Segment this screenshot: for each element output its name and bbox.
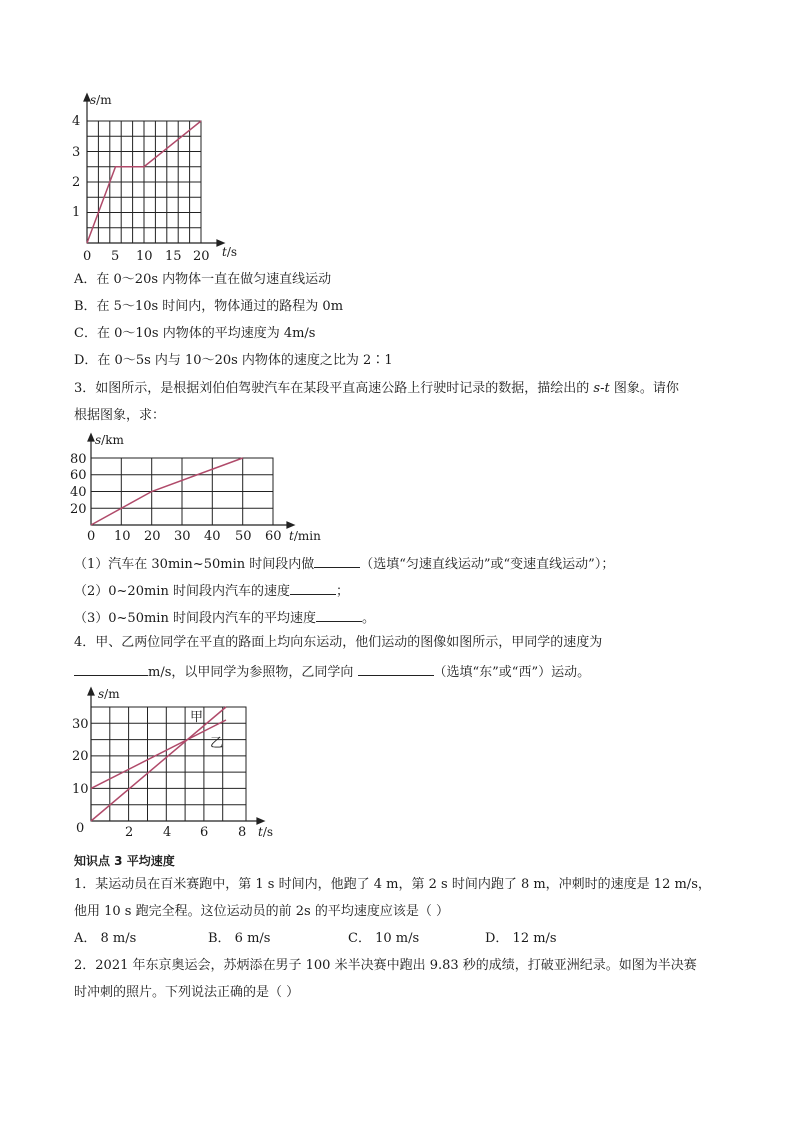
kp3-q1-option-a[interactable]: A． 8 m/s xyxy=(74,931,137,946)
q3-stem-text: 3．如图所示，是根据刘伯伯驾驶汽车在某段平直高速公路上行驶时记录的数据，描绘出的 xyxy=(74,381,594,396)
graph1-xtick: 5 xyxy=(111,249,120,263)
q3-sub3-blank[interactable] xyxy=(316,607,362,622)
graph2-ytick: 20 xyxy=(70,502,87,517)
q4-stem-line2 xyxy=(74,661,590,682)
graph3-origin: 0 xyxy=(76,821,85,836)
graph3-xtick: 6 xyxy=(200,825,209,840)
graph3-line-jia xyxy=(91,707,226,821)
graph3-y-label: s/m xyxy=(98,687,120,701)
st-graph-2 xyxy=(60,428,330,546)
graph1-y-label: s/m xyxy=(90,93,112,107)
graph3-x-label: t/s xyxy=(258,825,274,839)
q2-option-b: B．在 5～10s 时间内，物体通过的路程为 0m xyxy=(74,299,344,314)
graph1-grid xyxy=(87,121,201,243)
graph2-y-label: s/km xyxy=(95,433,124,447)
graph1-ytick: 2 xyxy=(72,175,81,190)
graph2-ytick: 60 xyxy=(70,468,87,483)
graph2-ytick: 40 xyxy=(70,485,87,500)
kp3-q2-line2: 时冲刺的照片。下列说法正确的是（ ） xyxy=(74,985,300,1000)
q3-sub3 xyxy=(74,607,375,628)
q2-option-a: A．在 0～20s 内物体一直在做匀速直线运动 xyxy=(74,272,332,287)
q3-sub1-hint: （选填“匀速直线运动”或“变速直线运动”）； xyxy=(360,557,615,572)
graph2-grid xyxy=(91,458,273,525)
graph2-xtick: 30 xyxy=(174,529,191,544)
graph2-x-label: t/min xyxy=(289,529,321,543)
kp3-q2-line1: 2．2021 年东京奥运会，苏炳添在男子 100 米半决赛中跑出 9.83 秒的成绩，打破亚洲纪录。如图为半决赛 xyxy=(74,958,697,973)
kp3-q1-option-b[interactable]: B． 6 m/s xyxy=(208,931,271,946)
graph3-label-jia: 甲 xyxy=(190,710,204,725)
q3-sub1-blank[interactable] xyxy=(314,553,360,568)
q3-stem-text-end: 图象。请你 xyxy=(609,381,679,396)
q3-sub1 xyxy=(74,553,614,574)
graph2-xtick: 20 xyxy=(144,529,161,544)
q3-sub2-text: （2）0~20min 时间段内汽车的速度 xyxy=(74,584,290,599)
q3-sub2-end: ； xyxy=(335,584,349,599)
graph2-ytick: 80 xyxy=(70,452,87,467)
kp3-q1-option-d[interactable]: D． 12 m/s xyxy=(485,931,557,946)
graph1-ytick: 4 xyxy=(72,114,81,129)
st-graph-3 xyxy=(60,684,290,844)
graph2-xtick: 40 xyxy=(204,529,221,544)
kp3-q1-options xyxy=(74,930,574,948)
q4-stem-line1: 4．甲、乙两位同学在平直的路面上均向东运动，他们运动的图像如图所示，甲同学的速度为 xyxy=(74,635,603,650)
q3-sub1-text: （1）汽车在 30min~50min 时间段内做 xyxy=(74,557,315,572)
graph1-xtick: 15 xyxy=(165,249,182,263)
q2-option-c: C．在 0～10s 内物体的平均速度为 4m/s xyxy=(74,326,316,341)
graph3-ytick: 20 xyxy=(72,749,89,764)
q3-stem-line2: 根据图象，求： xyxy=(74,408,166,423)
kp3-q1-line2: 他用 10 s 跑完全程。这位运动员的前 2s 的平均速度应该是（ ） xyxy=(74,904,449,919)
q4-direction-blank[interactable] xyxy=(358,661,434,676)
q3-sub3-text: （3）0~50min 时间段内汽车的平均速度 xyxy=(74,611,316,626)
graph1-ytick: 3 xyxy=(72,145,81,160)
graph3-ytick: 30 xyxy=(72,717,89,732)
graph3-xtick: 4 xyxy=(163,825,172,840)
graph2-axes xyxy=(88,434,294,528)
graph2-xtick: 50 xyxy=(235,529,252,544)
q4-speed-blank[interactable] xyxy=(74,661,148,676)
graph3-line-yi xyxy=(91,720,226,788)
graph1-xtick: 10 xyxy=(136,249,153,263)
kp3-title: 知识点 3 平均速度 xyxy=(74,854,175,868)
graph1-xtick: 0 xyxy=(83,249,92,263)
q4-line2-text: m/s，以甲同学为参照物，乙同学向 xyxy=(148,665,358,680)
kp3-q1-line1: 1．某运动员在百米赛跑中，第 1 s 时间内，他跑了 4 m，第 2 s 时间内跑了 8 m，冲刺时的速度是 12 m/s， xyxy=(74,877,711,892)
graph3-label-yi: 乙 xyxy=(210,736,224,751)
q2-option-d: D．在 0～5s 内与 10～20s 内物体的速度之比为 2∶1 xyxy=(74,353,393,368)
st-graph-1 xyxy=(60,88,250,263)
graph2-xtick: 60 xyxy=(265,529,282,544)
q3-sub2-blank[interactable] xyxy=(290,580,336,595)
graph1-xtick: 20 xyxy=(193,249,210,263)
kp3-q1-option-c[interactable]: C． 10 m/s xyxy=(348,931,420,946)
graph1-axes xyxy=(84,94,224,246)
q4-line2-hint: （选填“东”或“西”）运动。 xyxy=(433,665,591,680)
graph1-ytick: 1 xyxy=(72,205,81,220)
graph3-ytick: 10 xyxy=(72,782,89,797)
graph1-x-label: t/s xyxy=(222,245,238,259)
graph3-xtick: 2 xyxy=(125,825,134,840)
q3-sub3-end: 。 xyxy=(361,611,375,626)
graph3-grid xyxy=(91,707,246,821)
graph2-xtick: 0 xyxy=(87,529,96,544)
graph2-xtick: 10 xyxy=(114,529,131,544)
q3-sub2 xyxy=(74,580,349,601)
q3-st-term: s-t xyxy=(593,381,610,396)
graph3-xtick: 8 xyxy=(238,825,247,840)
q3-stem-line1 xyxy=(74,380,679,398)
